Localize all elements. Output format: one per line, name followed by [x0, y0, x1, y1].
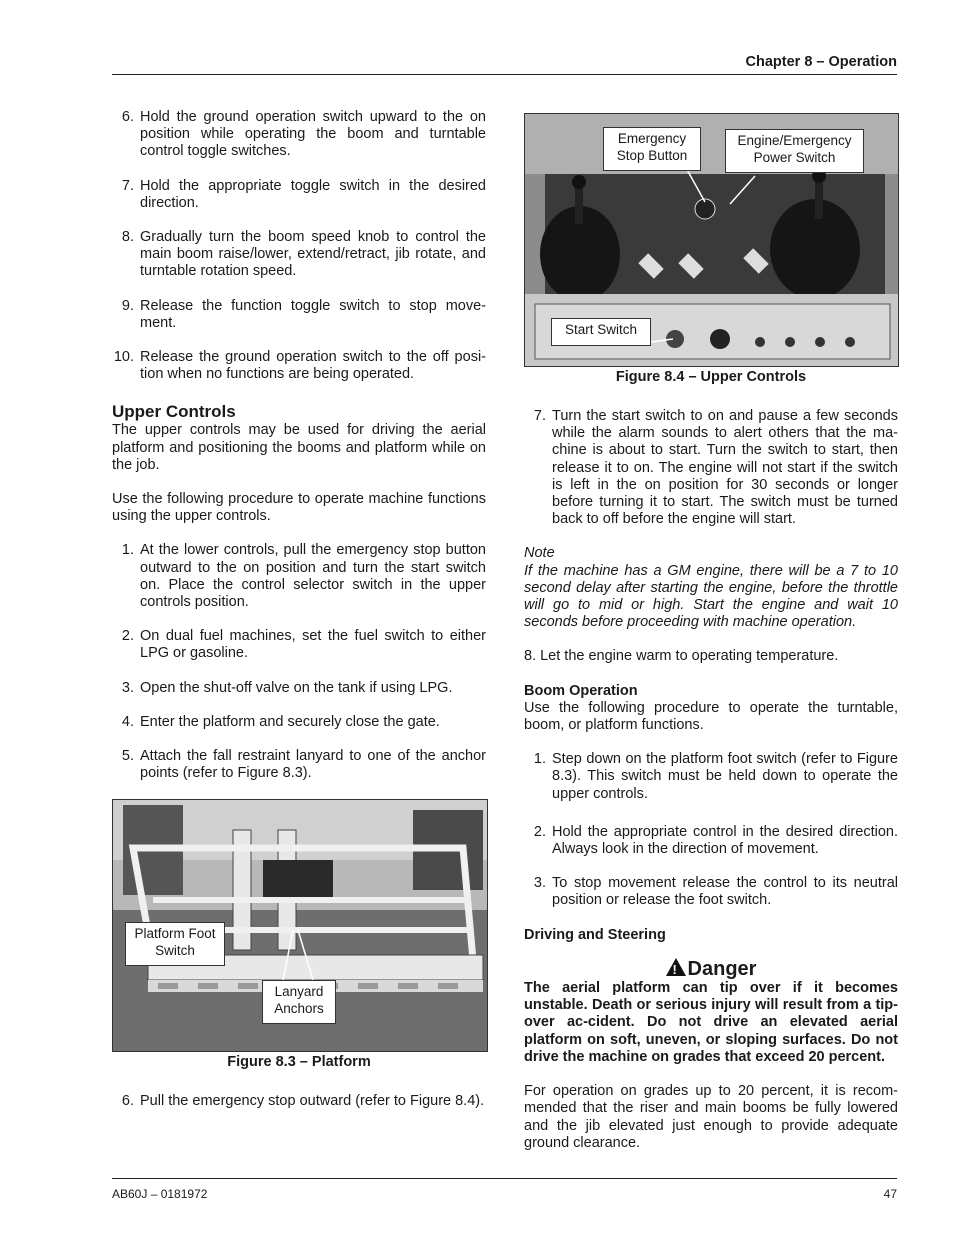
left-column-bottom: [112, 1093, 486, 1127]
item-text: Hold the ground operation switch upward to the on position while operating the boom and turntable control toggle switches.: [140, 109, 486, 160]
item-text: Turn the start switch to on and pause a few seconds while the alarm sounds to alert others that the ma-chine is about to start. Turn the switch to start, then release it to on. The engine will not start if the switch is left in the on position for 30 seconds or longer before turning it to start. The switch must be turned back to off before the engine will start.: [552, 408, 898, 528]
list-item: [524, 824, 898, 858]
item-text: Release the function toggle switch to stop move-ment.: [140, 297, 486, 331]
callout-start-switch: Start Switch: [551, 318, 651, 346]
page-footer: [112, 1178, 897, 1201]
intro-paragraph: The upper controls may be used for driving the aerial platform and positioning the booms and platform while on the job.: [112, 422, 486, 473]
item-text: At the lower controls, pull the emergency stop button outward to the on position and turn the start switch on. Place the control selector switch in the upper controls position.: [140, 542, 486, 611]
ground-ops-list: [112, 109, 486, 383]
list-item: [112, 680, 486, 697]
list-item: [112, 748, 486, 782]
item-number: 3.: [121, 679, 134, 696]
item-text: Pull the emergency stop outward (refer to Figure 8.4).: [140, 1093, 485, 1109]
item-number: 7.: [121, 177, 134, 194]
list-item: [112, 714, 486, 731]
intro-paragraph: Use the following procedure to operate machine functions using the upper controls.: [112, 491, 486, 525]
grade-text: For operation on grades up to 20 percent, it is recom-mended that the riser and main booms be fully lowered and the jib elevated just enough to provide adequate ground clearance.: [524, 1083, 898, 1151]
document-number: AB60J – 0181972: [112, 1187, 208, 1201]
item-text: Hold the appropriate toggle switch in the desired direction.: [140, 177, 486, 211]
step-8: 8. Let the engine warm to operating temperature.: [524, 648, 839, 665]
callout-power-switch: Engine/Emergency Power Switch: [725, 129, 864, 173]
note-text: If the machine has a GM engine, there will be a 7 to 10 second delay after starting the engine, before the throttle will go to mid or high. Start the engine and wait 10 seconds before proceeding with machine operation.: [524, 562, 898, 631]
list-item: [112, 1093, 486, 1110]
list-item: [112, 349, 486, 383]
item-text: Attach the fall restraint lanyard to one of the anchor points (refer to Figure 8.3).: [140, 748, 486, 782]
chapter-title: Chapter 8 – Operation: [745, 54, 897, 70]
item-number: 9.: [121, 297, 134, 314]
item-text: Step down on the platform foot switch (refer to Figure 8.3). This switch must be held down to operate the upper controls.: [552, 751, 898, 802]
item-number: 4.: [121, 713, 134, 730]
danger-heading: [524, 958, 898, 978]
danger-label: Danger: [687, 957, 757, 980]
boom-list: [524, 751, 898, 909]
boom-intro: Use the following procedure to operate the turntable, boom, or platform functions.: [524, 699, 898, 734]
item-number: 5.: [121, 748, 134, 765]
upper-controls-list: [112, 542, 486, 782]
item-number: 1.: [121, 542, 134, 559]
item-text: Enter the platform and securely close the gate.: [140, 713, 440, 730]
danger-text: The aerial platform can tip over if it becomes unstable. Death or serious injury will result from a tip-over ac-cident. Do not drive an elevated aerial platform on soft, uneven, or sloping surfaces. Do not drive the machine on grades that exceed 20 percent.: [524, 980, 898, 1065]
page-number: 47: [883, 1187, 897, 1201]
item-text: To stop movement release the control to its neutral position or release the foot switch.: [552, 875, 898, 909]
figure-8-4-caption: Figure 8.4 – Upper Controls: [615, 369, 807, 385]
item-number: 2.: [533, 823, 546, 840]
item-number: 1.: [533, 751, 546, 768]
start-list: [524, 408, 898, 528]
list-item: [112, 542, 486, 611]
callout-platform-foot-switch: Platform Foot Switch: [125, 922, 225, 966]
item-number: 7.: [533, 408, 546, 424]
item-text: Gradually turn the boom speed knob to control the main boom raise/lower, extend/retract, jib rotate, and turntable rotation speed.: [140, 229, 486, 280]
item-number: 10.: [113, 349, 134, 366]
note-title: Note: [524, 545, 555, 562]
list-item: [112, 628, 486, 662]
item-number: 2.: [121, 628, 134, 645]
callout-lanyard-anchors: Lanyard Anchors: [262, 980, 336, 1024]
warning-icon: [666, 958, 686, 976]
item-number: 6.: [121, 1093, 134, 1109]
page-header: [112, 52, 897, 75]
boom-operation-title: Boom Operation: [524, 682, 638, 699]
item-text: Open the shut-off valve on the tank if using LPG.: [140, 679, 453, 696]
list-item: [112, 109, 486, 161]
section-title-upper-controls: Upper Controls: [112, 402, 236, 422]
item-number: 3.: [533, 875, 546, 892]
list-item: [112, 229, 486, 281]
list-item: [112, 298, 486, 332]
continued-list: [112, 1093, 486, 1110]
left-column: [112, 109, 486, 799]
item-text: Hold the appropriate control in the desired direction. Always look in the direction of movement.: [552, 823, 898, 858]
list-item: [524, 751, 898, 803]
list-item: [524, 875, 898, 909]
item-number: 8.: [121, 229, 134, 246]
item-text: On dual fuel machines, set the fuel switch to either LPG or gasoline.: [140, 628, 486, 662]
list-item: [524, 408, 898, 528]
callout-emergency-stop: Emergency Stop Button: [603, 127, 701, 171]
list-item: [112, 178, 486, 212]
right-column: [524, 408, 898, 1169]
figure-8-3-caption: Figure 8.3 – Platform: [227, 1054, 371, 1070]
driving-steering-title: Driving and Steering: [524, 926, 666, 943]
item-text: Release the ground operation switch to the off posi-tion when no functions are being operated.: [140, 349, 486, 383]
item-number: 6.: [121, 109, 134, 125]
